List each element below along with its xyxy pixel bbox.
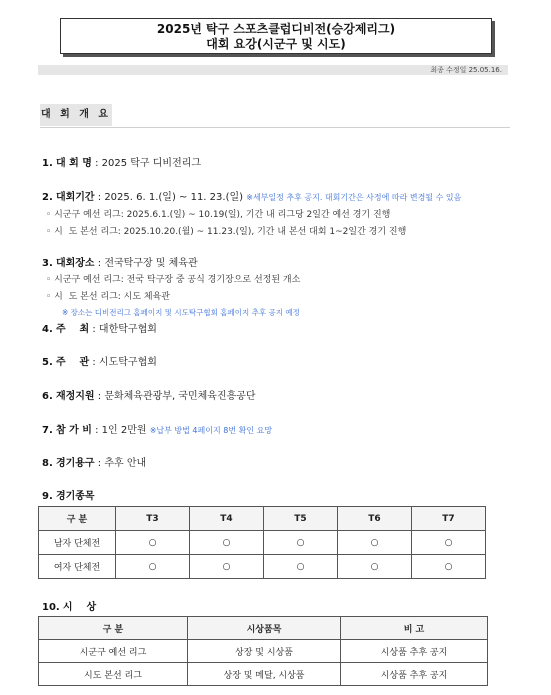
table-header-cell: T7 — [412, 507, 486, 531]
table-cell: ○ — [116, 531, 190, 555]
item-value: : 1인 2만원 — [91, 425, 147, 436]
table-cell: ○ — [190, 555, 264, 579]
events-table — [38, 506, 486, 579]
item-label: 경기종목 — [55, 491, 95, 502]
table-header-cell: 구 분 — [39, 507, 116, 531]
table-cell: ○ — [264, 531, 338, 555]
item-number: 9. — [42, 491, 53, 502]
item-number: 2. — [42, 192, 53, 203]
table-cell: 상장 및 시상품 — [188, 640, 341, 663]
table-cell: 시군구 예선 리그 — [39, 640, 188, 663]
fee-note: ※납부 방법 4페이지 8번 확인 요망 — [149, 426, 273, 435]
table-cell: 여자 단체전 — [39, 555, 116, 579]
revision-date: 최종 수정일 25.05.16. — [430, 66, 502, 74]
item-number: 5. — [42, 357, 53, 368]
table-header-row — [39, 507, 486, 531]
section-divider — [40, 127, 510, 128]
table-cell: ○ — [116, 555, 190, 579]
item-value: : 2025. 6. 1.(일) ~ 11. 23.(일) — [94, 192, 244, 203]
table-cell: ○ — [412, 555, 486, 579]
table-header-cell: 시상품목 — [188, 617, 341, 640]
item-label: 재정지원 — [55, 391, 95, 402]
table-row — [39, 531, 486, 555]
item-value: : 대한탁구협회 — [89, 324, 157, 335]
item-number: 8. — [42, 458, 53, 469]
table-cell: 시상품 추후 공지 — [341, 640, 488, 663]
item-value: : 2025 탁구 디비전리그 — [91, 158, 202, 169]
item-events-title — [42, 487, 95, 502]
table-cell: 상장 및 메달, 시상품 — [188, 663, 341, 686]
item-value: : 전국탁구장 및 체육관 — [94, 258, 198, 269]
item-label: 대 회 명 — [55, 158, 92, 169]
item-label: 대회장소 — [55, 258, 95, 269]
table-cell: 남자 단체전 — [39, 531, 116, 555]
item-label: 참 가 비 — [55, 425, 92, 436]
table-header-cell: T6 — [338, 507, 412, 531]
section-heading: 대 회 개 요 — [40, 104, 112, 126]
awards-table — [38, 616, 488, 686]
item-fee — [42, 421, 272, 436]
table-cell: ○ — [338, 531, 412, 555]
table-cell: ○ — [412, 531, 486, 555]
item-label: 주 관 — [55, 357, 90, 368]
item-number: 1. — [42, 158, 53, 169]
item-venue — [42, 254, 198, 269]
table-row — [39, 640, 488, 663]
item-number: 7. — [42, 425, 53, 436]
item-sponsor — [42, 387, 256, 402]
item-value: : 추후 안내 — [94, 458, 147, 469]
table-cell: ○ — [338, 555, 412, 579]
item-host — [42, 320, 157, 335]
document-title — [60, 18, 492, 54]
item-number: 3. — [42, 258, 53, 269]
period-sub-1: ◦ 시군구 예선 리그: 2025.6.1.(일) ~ 10.19(일), 기간 내 리그당 2일간 예선 경기 진행 — [46, 210, 391, 220]
period-note: ※세부일정 추후 공지. 대회기간은 사정에 따라 변경될 수 있음 — [246, 193, 462, 202]
table-row — [39, 663, 488, 686]
title-line-1: 2025년 탁구 스포츠클럽디비전(승강제리그) — [156, 22, 396, 36]
venue-note: ※ 장소는 디비전리그 홈페이지 및 시도탁구협회 홈페이지 추후 공지 예정 — [62, 308, 300, 317]
item-awards-title — [42, 598, 96, 613]
item-label: 시 상 — [62, 602, 97, 613]
table-cell: 시도 본선 리그 — [39, 663, 188, 686]
item-name — [42, 154, 201, 169]
period-sub-2: ◦ 시 도 본선 리그: 2025.10.20.(월) ~ 11.23.(일), 기간 내 본선 대회 1~2일간 경기 진행 — [46, 227, 407, 237]
item-number: 10. — [42, 602, 60, 613]
table-header-cell: T5 — [264, 507, 338, 531]
venue-sub-2: ◦ 시 도 본선 리그: 시도 체육관 — [46, 292, 171, 302]
item-value: : 시도탁구협회 — [89, 357, 157, 368]
table-row — [39, 555, 486, 579]
table-header-cell: T3 — [116, 507, 190, 531]
item-label: 주 최 — [55, 324, 90, 335]
revision-bar — [38, 65, 508, 75]
table-cell: ○ — [190, 531, 264, 555]
table-cell: 시상품 추후 공지 — [341, 663, 488, 686]
item-value: : 문화체육관광부, 국민체육진흥공단 — [94, 391, 256, 402]
item-label: 경기용구 — [55, 458, 95, 469]
item-number: 6. — [42, 391, 53, 402]
item-number: 4. — [42, 324, 53, 335]
table-cell: ○ — [264, 555, 338, 579]
item-organizer — [42, 353, 157, 368]
table-header-row — [39, 617, 488, 640]
venue-sub-1: ◦ 시군구 예선 리그: 전국 탁구장 중 공식 경기장으로 선정된 개소 — [46, 275, 301, 285]
item-label: 대회기간 — [55, 192, 95, 203]
title-line-2: 대회 요강(시군구 및 시도) — [206, 37, 346, 51]
table-header-cell: 구 분 — [39, 617, 188, 640]
item-period — [42, 188, 461, 203]
table-header-cell: 비 고 — [341, 617, 488, 640]
item-equipment — [42, 454, 146, 469]
table-header-cell: T4 — [190, 507, 264, 531]
